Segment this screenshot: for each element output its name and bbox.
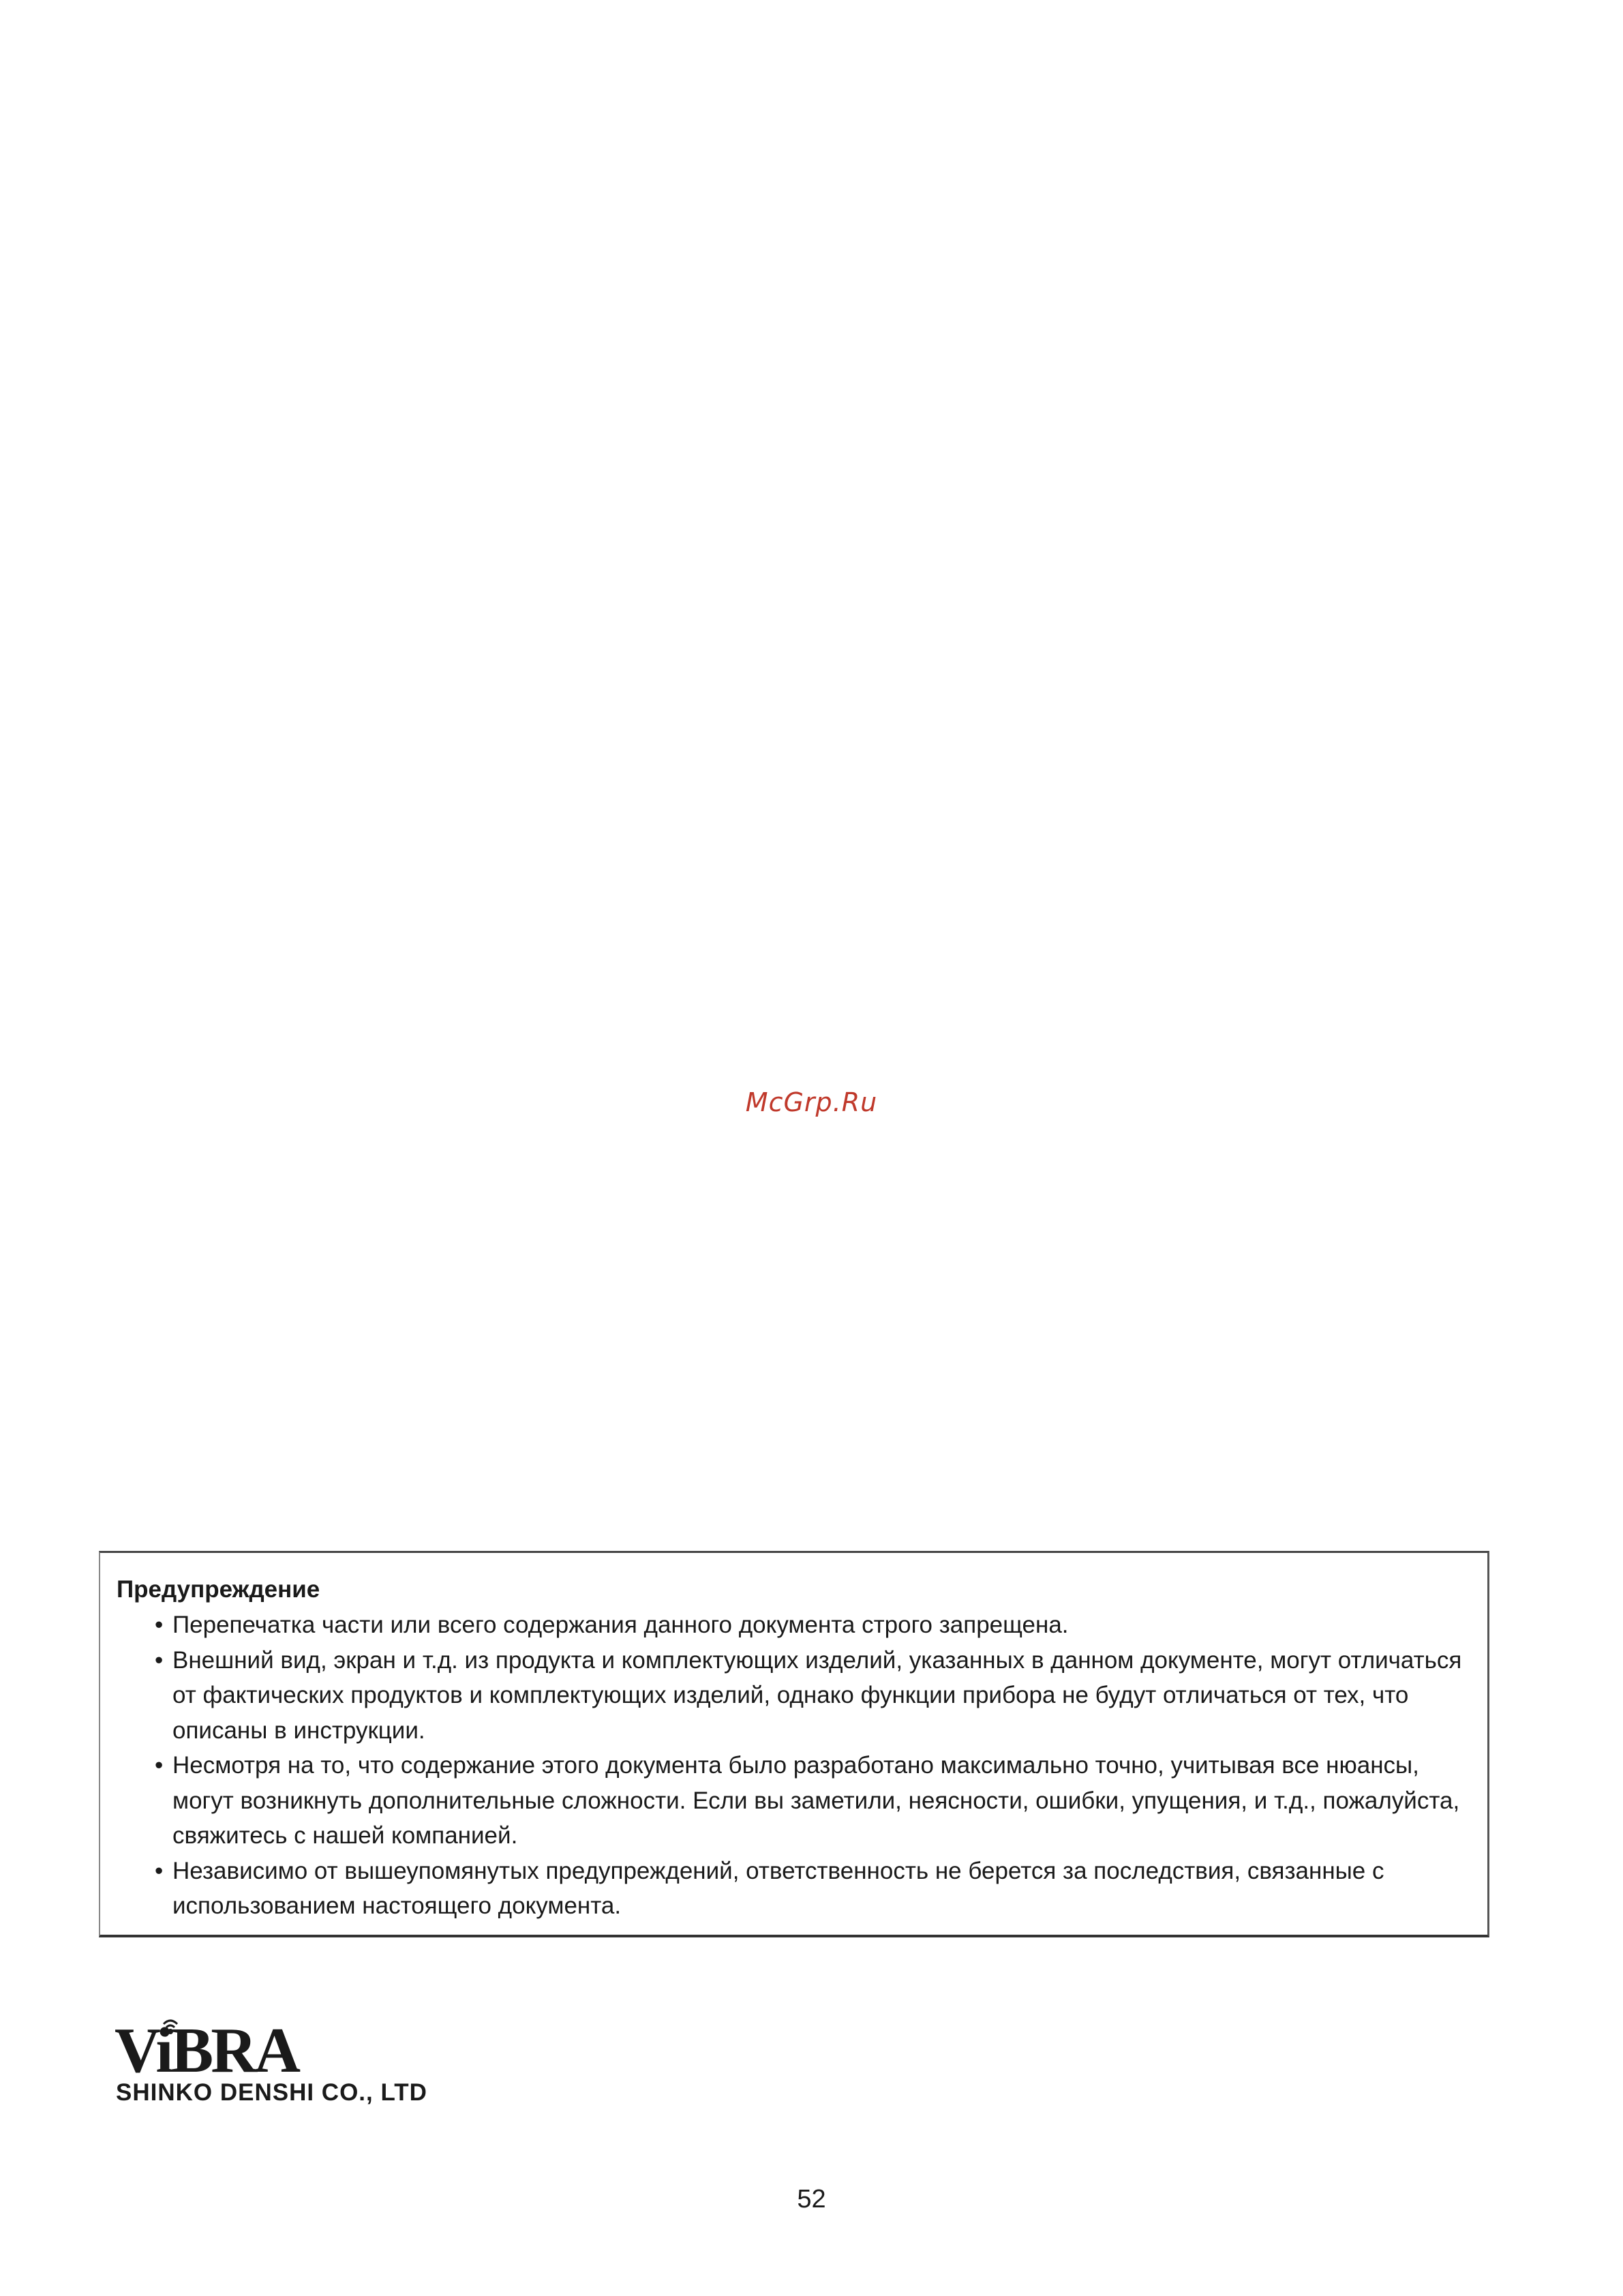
vibra-logo — [115, 2014, 346, 2076]
logo-text: ViBRA — [115, 2015, 298, 2076]
bullet-icon: • — [155, 1857, 164, 1884]
warning-item-text: Несмотря на то, что содержание этого документа было разработано максимально точно, учитывая все нюансы, могут возникнуть дополнительные сложности. Если вы заметили, неясности, ошибки, упущения, и т.д., пожалуйста, свяжитесь с нашей компанией. — [172, 1752, 1460, 1849]
bullet-icon: • — [155, 1752, 164, 1779]
warning-item — [117, 1607, 1471, 1643]
warning-item — [117, 1748, 1471, 1854]
page-number: 52 — [797, 2185, 826, 2214]
bullet-icon: • — [155, 1646, 164, 1674]
warning-item-text: Внешний вид, экран и т.д. из продукта и комплектующих изделий, указанных в данном документе, могут отличаться от фактических продуктов и комплектующих изделий, однако функции прибора не будут отличаться от тех, что описаны в инструкции. — [172, 1646, 1462, 1744]
warning-item — [117, 1643, 1471, 1749]
warning-list — [117, 1607, 1471, 1924]
company-name: SHINKO DENSHI CO., LTD — [116, 2079, 427, 2106]
warning-item — [117, 1854, 1471, 1924]
warning-box — [99, 1551, 1489, 1937]
warning-item-text: Перепечатка части или всего содержания данного документа строго запрещена. — [172, 1612, 1069, 1638]
watermark-link[interactable]: McGrp.Ru — [745, 1087, 878, 1117]
warning-item-text: Независимо от вышеупомянутых предупреждений, ответственность не берется за последствия, связанные с использованием настоящего документа. — [172, 1857, 1384, 1919]
bullet-icon: • — [155, 1612, 164, 1638]
warning-title: Предупреждение — [117, 1576, 320, 1603]
